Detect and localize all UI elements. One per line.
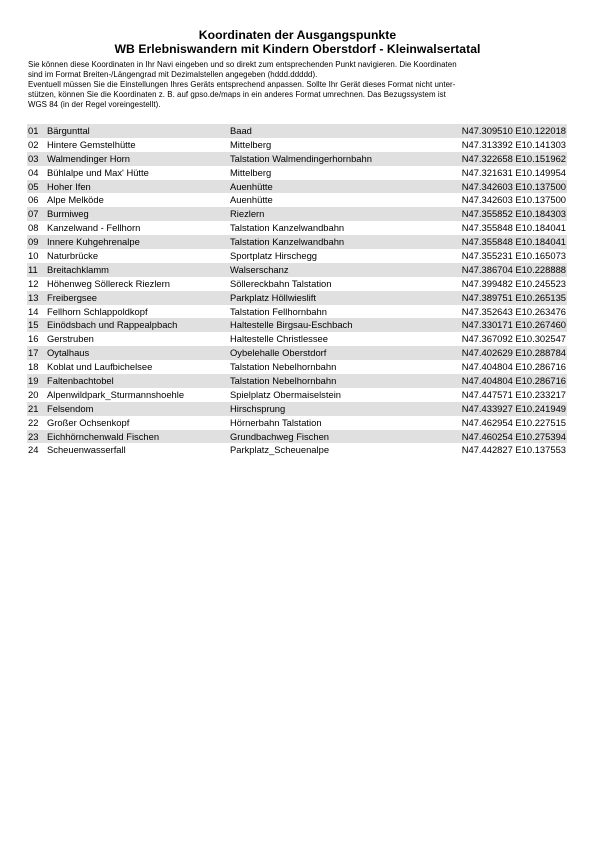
- document-title: Koordinaten der Ausgangspunkte: [198, 28, 397, 42]
- row-number: 16: [28, 333, 39, 345]
- route-name: Gerstruben: [47, 333, 94, 345]
- row-number: 05: [28, 180, 39, 192]
- start-point: Sportplatz Hirschegg: [230, 250, 318, 262]
- intro-line: Sie können diese Koordinaten in Ihr Navi eingeben und so direkt zum entsprechenden Punkt navigieren. Die Koordinaten: [28, 60, 457, 69]
- table-row: [27, 277, 567, 291]
- table-row: [27, 221, 567, 235]
- start-point: Walserschanz: [230, 263, 289, 275]
- table-row: [27, 388, 567, 402]
- row-number: 12: [28, 277, 39, 289]
- gps-coordinates: N47.404804 E10.286716: [461, 361, 566, 373]
- start-point: Spielplatz Obermaiselstein: [230, 388, 341, 400]
- start-point: Parkplatz_Scheuenalpe: [230, 444, 330, 456]
- table-row: [27, 180, 567, 194]
- route-name: Fellhorn Schlappoldkopf: [47, 305, 148, 317]
- gps-coordinates: N47.355852 E10.184303: [461, 208, 566, 220]
- start-point: Auenhütte: [230, 180, 273, 192]
- start-point: Talstation Nebelhornbahn: [230, 361, 337, 373]
- table-row: [27, 346, 567, 360]
- route-name: Alpe Melköde: [47, 194, 104, 206]
- gps-coordinates: N47.367092 E10.302547: [461, 333, 566, 345]
- gps-coordinates: N47.399482 E10.245523: [461, 277, 566, 289]
- route-name: Walmendinger Horn: [47, 152, 131, 164]
- table-row: [27, 332, 567, 346]
- row-number: 13: [28, 291, 39, 303]
- table-row: [27, 430, 567, 444]
- row-number: 18: [28, 361, 39, 373]
- intro-line: sind im Format Breiten-/Längengrad mit Dezimalstellen angegeben (hddd.ddddd).: [28, 70, 318, 79]
- start-point: Talstation Walmendingerhornbahn: [230, 152, 372, 164]
- route-name: Burmiweg: [47, 208, 89, 220]
- start-point: Mittelberg: [230, 166, 272, 178]
- route-name: Hoher Ifen: [47, 180, 91, 192]
- table-row: [27, 305, 567, 319]
- start-point: Haltestelle Birgsau-Eschbach: [230, 319, 353, 331]
- gps-coordinates: N47.389751 E10.265135: [461, 291, 566, 303]
- gps-coordinates: N47.342603 E10.137500: [461, 194, 566, 206]
- table-row: [27, 416, 567, 430]
- route-name: Faltenbachtobel: [47, 375, 114, 387]
- row-number: 03: [28, 152, 39, 164]
- start-point: Grundbachweg Fischen: [230, 430, 330, 442]
- gps-coordinates: N47.404804 E10.286716: [461, 375, 566, 387]
- table-row: [27, 207, 567, 221]
- start-point: Parkplatz Höllwieslift: [230, 291, 316, 303]
- route-name: Höhenweg Söllereck Riezlern: [47, 277, 170, 289]
- row-number: 23: [28, 430, 39, 442]
- table-row: [27, 235, 567, 249]
- gps-coordinates: N47.442827 E10.137553: [461, 444, 566, 456]
- table-row: [27, 152, 567, 166]
- gps-coordinates: N47.309510 E10.122018: [461, 125, 566, 136]
- gps-coordinates: N47.330171 E10.267460: [461, 319, 566, 331]
- route-name: Felsendom: [47, 402, 94, 414]
- intro-line: Eventuell müssen Sie die Einstellungen Ihres Geräts entsprechend anpassen. Sollte Ihr Gerät dieses Format nicht unter-: [28, 80, 456, 89]
- route-name: Oytalhaus: [47, 347, 90, 359]
- start-point: Hörnerbahn Talstation: [230, 416, 322, 428]
- gps-coordinates: N47.322658 E10.151962: [461, 152, 566, 164]
- row-number: 11: [28, 263, 38, 275]
- row-number: 20: [28, 388, 39, 400]
- intro-paragraph: [28, 60, 573, 110]
- start-point: Hirschsprung: [230, 402, 286, 414]
- row-number: 17: [28, 347, 39, 359]
- gps-coordinates: N47.460254 E10.275394: [461, 430, 566, 442]
- start-point: Auenhütte: [230, 194, 273, 206]
- start-point: Talstation Kanzelwandbahn: [230, 236, 345, 248]
- start-point: Oybelehalle Oberstdorf: [230, 347, 327, 359]
- table-row: [27, 249, 567, 263]
- route-name: Hintere Gemstelhütte: [47, 138, 136, 150]
- document-subtitle: WB Erlebniswandern mit Kindern Oberstdorf - Kleinwalsertatal: [114, 42, 481, 56]
- table-row: [27, 193, 567, 207]
- gps-coordinates: N47.355848 E10.184041: [461, 236, 566, 248]
- gps-coordinates: N47.433927 E10.241949: [461, 402, 566, 414]
- row-number: 22: [28, 416, 39, 428]
- start-point: Talstation Nebelhornbahn: [230, 375, 337, 387]
- table-row: [27, 402, 567, 416]
- row-number: 15: [28, 319, 39, 331]
- route-name: Innere Kuhgehrenalpe: [47, 236, 140, 248]
- route-name: Scheuenwasserfall: [47, 444, 126, 456]
- row-number: 14: [28, 305, 39, 317]
- start-point: Haltestelle Christlessee: [230, 333, 328, 345]
- route-name: Kanzelwand - Fellhorn: [47, 222, 141, 234]
- route-name: Bärgunttal: [47, 125, 90, 136]
- route-name: Einödsbach und Rappealpbach: [47, 319, 178, 331]
- gps-coordinates: N47.352643 E10.263476: [461, 305, 566, 317]
- route-name: Freibergsee: [47, 291, 98, 303]
- table-row: [27, 318, 567, 332]
- table-row: [27, 360, 567, 374]
- row-number: 04: [28, 166, 39, 178]
- route-name: Naturbrücke: [47, 250, 99, 262]
- row-number: 02: [28, 138, 39, 150]
- route-name: Koblat und Laufbichelsee: [47, 361, 153, 373]
- table-row: [27, 374, 567, 388]
- row-number: 10: [28, 250, 39, 262]
- intro-line: WGS 84 (in der Regel voreingestellt).: [28, 100, 161, 109]
- route-name: Bühlalpe und Max' Hütte: [47, 166, 149, 178]
- route-name: Alpenwildpark_Sturmannshoehle: [47, 388, 185, 400]
- start-point: Söllereckbahn Talstation: [230, 277, 332, 289]
- coordinates-table: [27, 124, 567, 457]
- gps-coordinates: N47.342603 E10.137500: [461, 180, 566, 192]
- row-number: 19: [28, 375, 39, 387]
- row-number: 24: [28, 444, 39, 456]
- gps-coordinates: N47.447571 E10.233217: [461, 388, 566, 400]
- gps-coordinates: N47.386704 E10.228888: [461, 263, 566, 275]
- gps-coordinates: N47.355848 E10.184041: [461, 222, 566, 234]
- start-point: Baad: [230, 125, 252, 136]
- table-row: [27, 166, 567, 180]
- row-number: 09: [28, 236, 39, 248]
- table-row: [27, 263, 567, 277]
- start-point: Talstation Fellhornbahn: [230, 305, 327, 317]
- route-name: Eichhörnchenwald Fischen: [47, 430, 160, 442]
- route-name: Großer Ochsenkopf: [47, 416, 130, 428]
- row-number: 06: [28, 194, 39, 206]
- row-number: 08: [28, 222, 39, 234]
- gps-coordinates: N47.462954 E10.227515: [461, 416, 566, 428]
- intro-line: stützen, können Sie die Koordinaten z. B. auf gpso.de/maps in ein anderes Format umrechnen. Das Bezugssystem ist: [28, 90, 446, 99]
- start-point: Riezlern: [230, 208, 265, 220]
- route-name: Breitachklamm: [47, 263, 109, 275]
- gps-coordinates: N47.313392 E10.141303: [461, 138, 566, 150]
- table-row: [27, 138, 567, 152]
- row-number: 21: [28, 402, 39, 414]
- start-point: Talstation Kanzelwandbahn: [230, 222, 345, 234]
- gps-coordinates: N47.402629 E10.288784: [461, 347, 566, 359]
- table-row: [27, 124, 567, 138]
- gps-coordinates: N47.355231 E10.165073: [461, 250, 566, 262]
- row-number: 07: [28, 208, 39, 220]
- row-number: 01: [28, 125, 39, 136]
- gps-coordinates: N47.321631 E10.149954: [461, 166, 566, 178]
- start-point: Mittelberg: [230, 138, 272, 150]
- table-row: [27, 443, 567, 457]
- table-row: [27, 291, 567, 305]
